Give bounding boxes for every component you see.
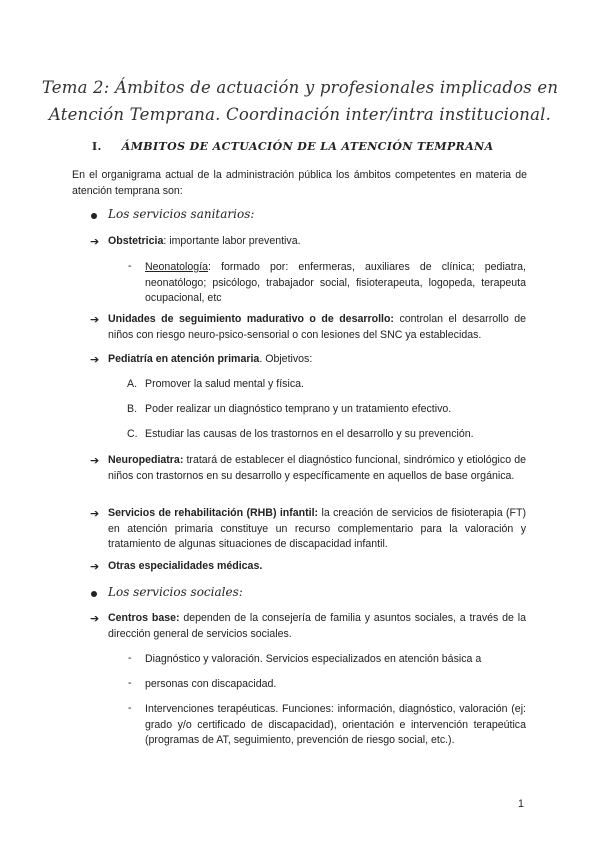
item-label: Centros base: [108,612,180,624]
section-heading [92,140,494,153]
item-pediatria [108,352,526,368]
dash-bullet-icon: - [128,702,132,714]
document-title [40,74,560,128]
item-otras [108,559,526,575]
item-unidades [108,312,526,343]
intro-paragraph: En el organigrama actual de la administración pública los ámbitos competentes en materia de atención temprana son: [72,169,527,197]
item-obstetricia [108,234,526,250]
title-line-2: Atención Temprana. Coordinación inter/intra institucional. [48,105,552,124]
arrow-bullet-icon: ➔ [90,612,100,625]
item-rhb [108,506,526,553]
item-label: Pediatría en atención primaria [108,353,260,365]
objetivo-item: Estudiar las causas de los trastornos en el desarrollo y su prevención. [145,428,474,440]
item-label: Neonatología [145,261,209,273]
arrow-bullet-icon: ➔ [90,235,100,248]
item-label: Servicios de rehabilitación (RHB) infantil: [108,507,319,519]
objetivo-item: Poder realizar un diagnóstico temprano y un tratamiento efectivo. [145,403,452,415]
item-label: Obstetricia [108,235,164,247]
item-text: . Objetivos: [259,353,313,365]
bullet-dot-icon [91,213,97,219]
objetivo-item: Promover la salud mental y física. [145,378,304,390]
item-text: controlan el desarrollo de niños con riesgo neuro-psico-sensorial o con lesiones del SNC ya establecidas. [108,313,526,341]
page-number: 1 [518,798,524,810]
item-text: : importante labor preventiva. [163,235,301,247]
item-centros-base [108,611,526,642]
arrow-bullet-icon: ➔ [90,313,100,326]
arrow-bullet-icon: ➔ [90,560,100,573]
arrow-bullet-icon: ➔ [90,507,100,520]
item-text: : formado por: enfermeras, auxiliares de clínica; pediatra, neonatólogo; psicólogo, trabajador social, fisioterapeuta, logopeda, terapeuta ocupacional, etc [145,261,526,304]
arrow-bullet-icon: ➔ [90,454,100,467]
title-line-1: Tema 2: Ámbitos de actuación y profesionales implicados en [41,78,559,97]
item-neuropediatra [108,453,526,484]
centros-item: personas con discapacidad. [145,678,277,690]
item-label: Otras especialidades médicas. [108,560,263,572]
category-sociales: Los servicios sociales: [108,585,243,599]
list-letter: C. [127,428,138,440]
bullet-dot-icon [91,591,97,597]
list-letter: A. [127,378,138,390]
item-label: Neuropediatra: [108,454,184,466]
arrow-bullet-icon: ➔ [90,353,100,366]
item-text: la creación de servicios de fisioterapia (FT) en atención primaria constituye un recurso complementario para la valoración y tratamiento de algunas situaciones de discapacidad infantil. [108,507,526,550]
item-label: Unidades de seguimiento madurativo o de desarrollo: [108,313,394,325]
centros-item: Intervenciones terapéuticas. Funciones: información, diagnóstico, valoración (ej: grado y/o certificado de discapacidad), orientación e intervención terapeútica (programas de AT, seguimiento, prevención de riesgo social, etc.). [145,703,526,746]
item-neonatologia [145,260,526,307]
dash-bullet-icon: - [128,652,132,664]
category-sanitarios: Los servicios sanitarios: [108,207,255,221]
dash-bullet-icon: - [128,260,132,272]
section-number: I. [92,140,102,153]
item-text: dependen de la consejería de familia y asuntos sociales, a través de la dirección general de servicios sociales. [108,612,526,640]
list-letter: B. [127,403,138,415]
dash-bullet-icon: - [128,677,132,689]
section-heading-text: ÁMBITOS DE ACTUACIÓN DE LA ATENCIÓN TEMPRANA [121,140,494,153]
item-text: tratará de establecer el diagnóstico funcional, sindrómico y etiológico de niños con trastornos en su desarrollo y específicamente en aquellos de base orgánica. [108,454,526,482]
centros-item: Diagnóstico y valoración. Servicios especializados en atención básica a [145,653,482,665]
